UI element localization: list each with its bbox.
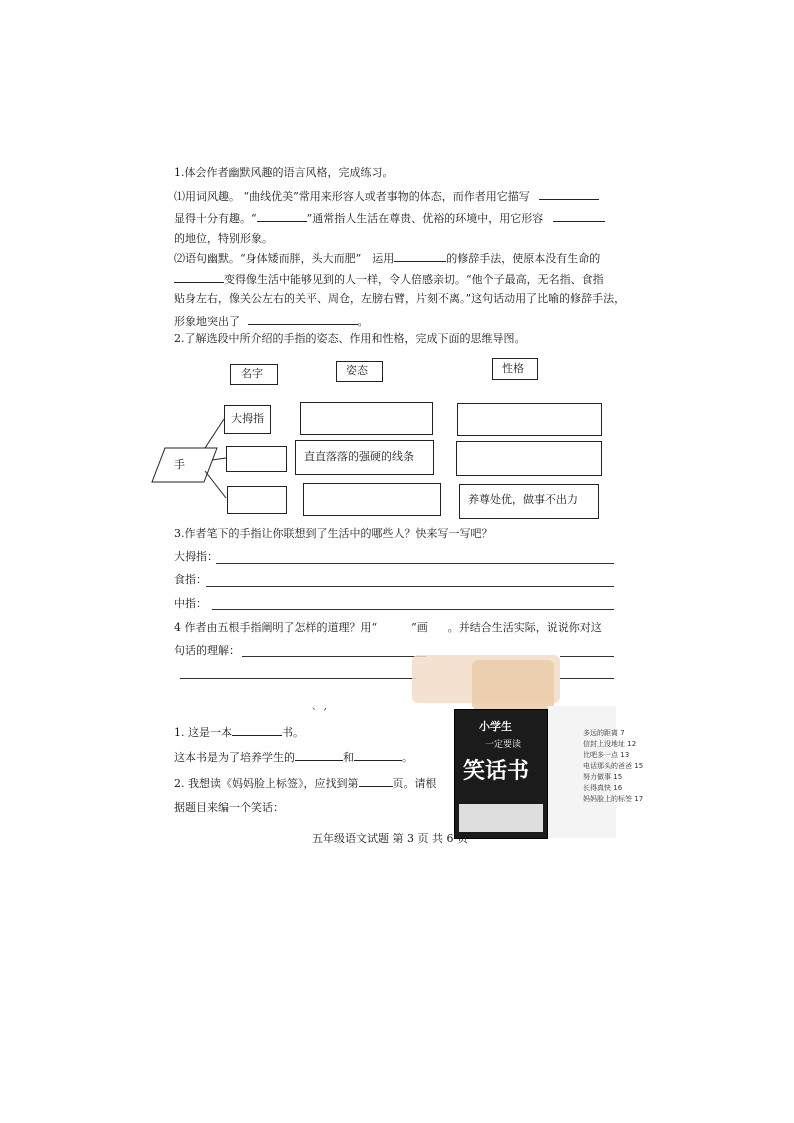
answer-blank[interactable] bbox=[359, 775, 393, 787]
stray-marks: 、 , bbox=[312, 702, 327, 712]
toc-title: 信封上没地址 bbox=[583, 740, 628, 748]
q1-sub2-line3: 贴身左右，像关公左右的关平、周仓，左膀右臂，片刻不离。”这句话动用了比喻的修辞手法， bbox=[174, 292, 626, 305]
toc-page: 15 bbox=[634, 762, 644, 770]
book-q1c-text-b: 和 bbox=[343, 751, 354, 764]
answer-blank[interactable] bbox=[232, 724, 282, 736]
q4-answer-line-1b[interactable] bbox=[560, 656, 614, 657]
book-cover-image bbox=[454, 709, 548, 839]
q4-text-c: 。并结合生活实际，说说你对这 bbox=[447, 621, 602, 634]
book-q1c-text-a: 这本书是为了培养学生的 bbox=[174, 751, 295, 764]
q1-sub2-text-b: 的修辞手法，使原本没有生命的 bbox=[446, 252, 601, 265]
q3-title: 3.作者笔下的手指让你联想到了生活中的哪些人？快来写一写吧？ bbox=[174, 527, 493, 540]
q1-sub2-text-c: 变得像生活中能够见到的人一样，令人倍感亲切。“他个子最高，无名指、食指 bbox=[224, 273, 604, 286]
q1-sub1-text-c: ”通常指人生活在尊贵、优裕的环境中，用它形容 bbox=[306, 212, 544, 225]
toc-title: 努力做事 bbox=[583, 773, 614, 781]
toc-page: 13 bbox=[620, 751, 630, 759]
q2-title: 2.了解选段中所介绍的手指的姿态、作用和性格，完成下面的思维导图。 bbox=[174, 332, 526, 345]
posture-box-row1[interactable] bbox=[300, 402, 433, 435]
toc-page: 15 bbox=[613, 773, 623, 781]
book-q1-text-b: 书。 bbox=[282, 726, 304, 739]
toc-row bbox=[583, 784, 622, 793]
q1-sub2-text-e: 形象地突出了 bbox=[174, 315, 240, 328]
book-q1-line bbox=[174, 724, 304, 740]
q3-middle-label: 中指： bbox=[174, 597, 207, 610]
book-cover-line2: 一定要读 bbox=[485, 740, 522, 750]
connector-to-row2 bbox=[212, 458, 226, 460]
toc-title: 长得真快 bbox=[583, 784, 614, 792]
connector-to-row3 bbox=[205, 471, 226, 498]
book-q2-text-b: 页。请根 bbox=[392, 777, 437, 790]
posture-row2-text: 直直落落的强硬的线条 bbox=[304, 450, 414, 463]
header-posture: 姿态 bbox=[346, 364, 368, 377]
character-row3-text: 养尊处优，做事不出力 bbox=[468, 493, 578, 506]
toc-title: 妈妈脸上的标签 bbox=[583, 795, 635, 803]
toc-title: 多远的距离 bbox=[583, 729, 621, 737]
q4-text-b: ”画 bbox=[411, 621, 428, 634]
toc-photo-bg bbox=[548, 706, 616, 838]
q4-answer-line-2[interactable] bbox=[180, 678, 416, 679]
q4-answer-line-2b[interactable] bbox=[560, 678, 614, 679]
name-box-row3[interactable] bbox=[227, 486, 287, 514]
book-cover-line1: 小学生 bbox=[479, 720, 512, 733]
book-q2-line2: 据题目来编一个笑话： bbox=[174, 801, 284, 814]
posture-box-row3[interactable] bbox=[303, 483, 441, 516]
connector-to-thumb bbox=[205, 419, 224, 448]
q4-line2-label: 句话的理解： bbox=[174, 644, 240, 657]
book-q1c-text-c: 。 bbox=[402, 751, 413, 764]
page-footer: 五年级语文试题 第 3 页 共 6 页 bbox=[312, 832, 468, 845]
q1-sub1-line3: 的地位，特别形象。 bbox=[174, 232, 273, 245]
book-q2-text-a: 2. 我想读《妈妈脸上标签》，应找到第 bbox=[174, 777, 359, 790]
q1-sub2-text-a: ⑵语句幽默。“身体矮而胖，头大而肥” 运用 bbox=[174, 252, 395, 265]
toc-row bbox=[583, 795, 643, 804]
q1-sub2-text-f: 。 bbox=[357, 315, 369, 328]
toc-page: 7 bbox=[620, 729, 625, 737]
q4-answer-line-1[interactable] bbox=[242, 656, 426, 657]
book-cover-blurb bbox=[459, 804, 543, 832]
toc-title: 电话那头的爸爸 bbox=[583, 762, 635, 770]
book-q1-text-a: 1. 这是一本 bbox=[174, 726, 232, 739]
answer-blank[interactable] bbox=[295, 749, 343, 761]
toc-row bbox=[583, 740, 636, 749]
q3-index-answer-line[interactable] bbox=[206, 586, 614, 587]
q1-title: 1.体会作者幽默风趣的语言风格，完成练习。 bbox=[174, 166, 394, 179]
q3-middle-answer-line[interactable] bbox=[212, 609, 614, 610]
book-q1c-line bbox=[174, 749, 413, 765]
toc-page: 12 bbox=[627, 740, 637, 748]
q4-text-a: 4 作者由五根手指阐明了怎样的道理？用“ bbox=[174, 621, 378, 634]
book-cover-title: 笑话书 bbox=[463, 759, 530, 784]
q4-line1 bbox=[174, 621, 602, 635]
paper-stain-dark bbox=[472, 660, 554, 710]
q3-thumb-answer-line[interactable] bbox=[216, 563, 614, 564]
name-box-row2[interactable] bbox=[226, 446, 287, 472]
header-name: 名字 bbox=[241, 367, 263, 380]
header-character: 性格 bbox=[502, 362, 524, 375]
q1-sub1-text-a: ⑴用词风趣。 “曲线优美”常用来形容人或者事物的体态，而作者用它描写 bbox=[174, 190, 530, 203]
toc-page: 16 bbox=[613, 784, 623, 792]
book-q2-line bbox=[174, 775, 437, 791]
q1-sub1-text-b: 显得十分有趣。“ bbox=[174, 212, 257, 225]
toc-page: 17 bbox=[634, 795, 644, 803]
toc-row bbox=[583, 773, 622, 782]
q3-thumb-label: 大拇指： bbox=[174, 550, 218, 563]
toc-row bbox=[583, 751, 629, 760]
answer-blank[interactable] bbox=[354, 749, 402, 761]
toc-row bbox=[583, 729, 625, 738]
thumb-label: 大拇指 bbox=[231, 412, 264, 425]
character-box-row1[interactable] bbox=[457, 403, 602, 436]
q3-index-label: 食指： bbox=[174, 573, 207, 586]
hand-label: 手 bbox=[174, 458, 185, 471]
toc-title: 比吧多一点 bbox=[583, 751, 621, 759]
toc-row bbox=[583, 762, 643, 771]
character-box-row2[interactable] bbox=[456, 441, 602, 476]
